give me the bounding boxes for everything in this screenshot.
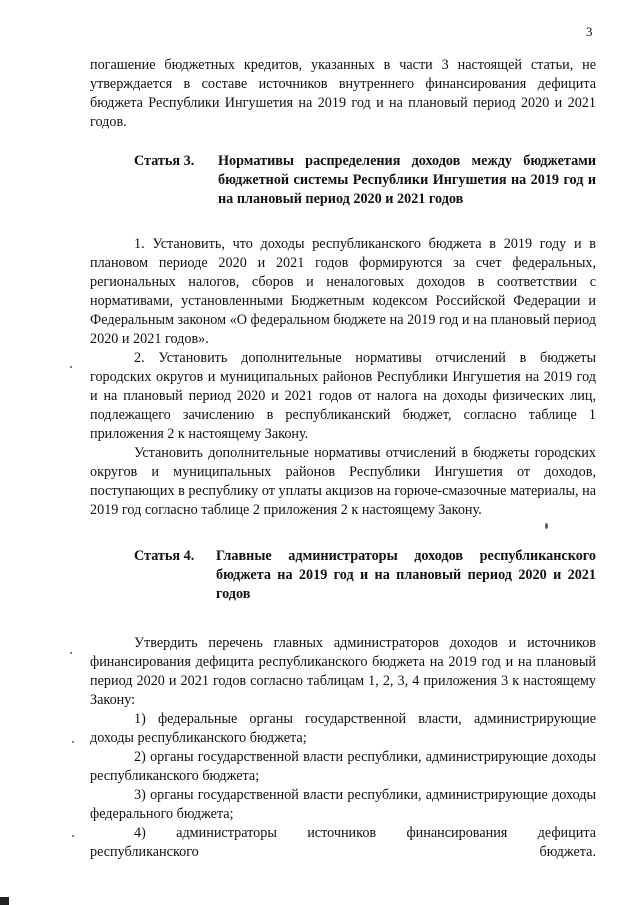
article-4-item-3: 3) органы государственной власти республики, администрирующие доходы федерального бюджета; bbox=[90, 787, 596, 822]
scan-speck bbox=[72, 741, 74, 743]
article-4-heading bbox=[134, 547, 596, 604]
document-body bbox=[90, 56, 596, 862]
scan-speck bbox=[70, 366, 72, 368]
article-4-item-4: 4) администраторы источников финансирования дефицита республиканского бюджета. bbox=[90, 825, 596, 860]
article-3-title: Нормативы распределения доходов между бюджетами бюджетной системы Республики Ингушетия на 2019 год и на плановый период 2020 и 2021 годов bbox=[218, 153, 596, 207]
scan-speck bbox=[545, 523, 548, 529]
article-3-heading bbox=[134, 152, 596, 209]
page-number: 3 bbox=[586, 24, 593, 39]
article-3-paragraph-1: 1. Установить, что доходы республиканского бюджета в 2019 году и в плановом периоде 2020 и 2021 годов формируются за счет федеральных, региональных налогов, сборов и неналоговых доходов в соответствии с нормативами, установленными Бюджетным кодексом Российской Федерации и Федеральным законом «О федеральном бюджете на 2019 год и на плановый период 2020 и 2021 годов». bbox=[90, 236, 596, 347]
article-4-item-2: 2) органы государственной власти республики, администрирующие доходы республиканского бюджета; bbox=[90, 749, 596, 784]
article-3-paragraph-3: Установить дополнительные нормативы отчислений в бюджеты городских округов и муниципальных районов Республики Ингушетия от доходов, поступающих в республику от уплаты акцизов на горюче-смазочные материалы, на 2019 год согласно таблице 2 приложения 2 к настоящему Закону. bbox=[90, 445, 596, 518]
article-4-item-1: 1) федеральные органы государственной власти, администрирующие доходы республиканского бюджета; bbox=[90, 711, 596, 746]
article-4-title: Главные администраторы доходов республиканского бюджета на 2019 год и на плановый период 2020 и 2021 годов bbox=[216, 548, 596, 602]
scan-edge-mark bbox=[0, 897, 9, 905]
scan-speck bbox=[72, 835, 74, 837]
article-4-intro: Утвердить перечень главных администраторов доходов и источников финансирования дефицита республиканского бюджета на 2019 год и на плановый период 2020 и 2021 годов согласно таблицам 1, 2, 3, 4 приложения 3 к настоящему Закону: bbox=[90, 635, 596, 708]
article-3-paragraph-2: 2. Установить дополнительные нормативы отчислений в бюджеты городских округов и муниципальных районов Республики Ингушетия на 2019 год и на плановый период 2020 и 2021 годов от налога на доходы физических лиц, подлежащего зачислению в республиканский бюджет, согласно таблице 1 приложения 2 к настоящему Закону. bbox=[90, 350, 596, 442]
intro-paragraph: погашение бюджетных кредитов, указанных в части 3 настоящей статьи, не утверждается в составе источников внутреннего финансирования дефицита бюджета Республики Ингушетия на 2019 год и на плановый период 2020 и 2021 годов. bbox=[90, 57, 596, 130]
article-4-number: Статья 4. bbox=[134, 548, 195, 564]
article-3-number: Статья 3. bbox=[134, 153, 195, 169]
scan-speck bbox=[70, 652, 72, 654]
